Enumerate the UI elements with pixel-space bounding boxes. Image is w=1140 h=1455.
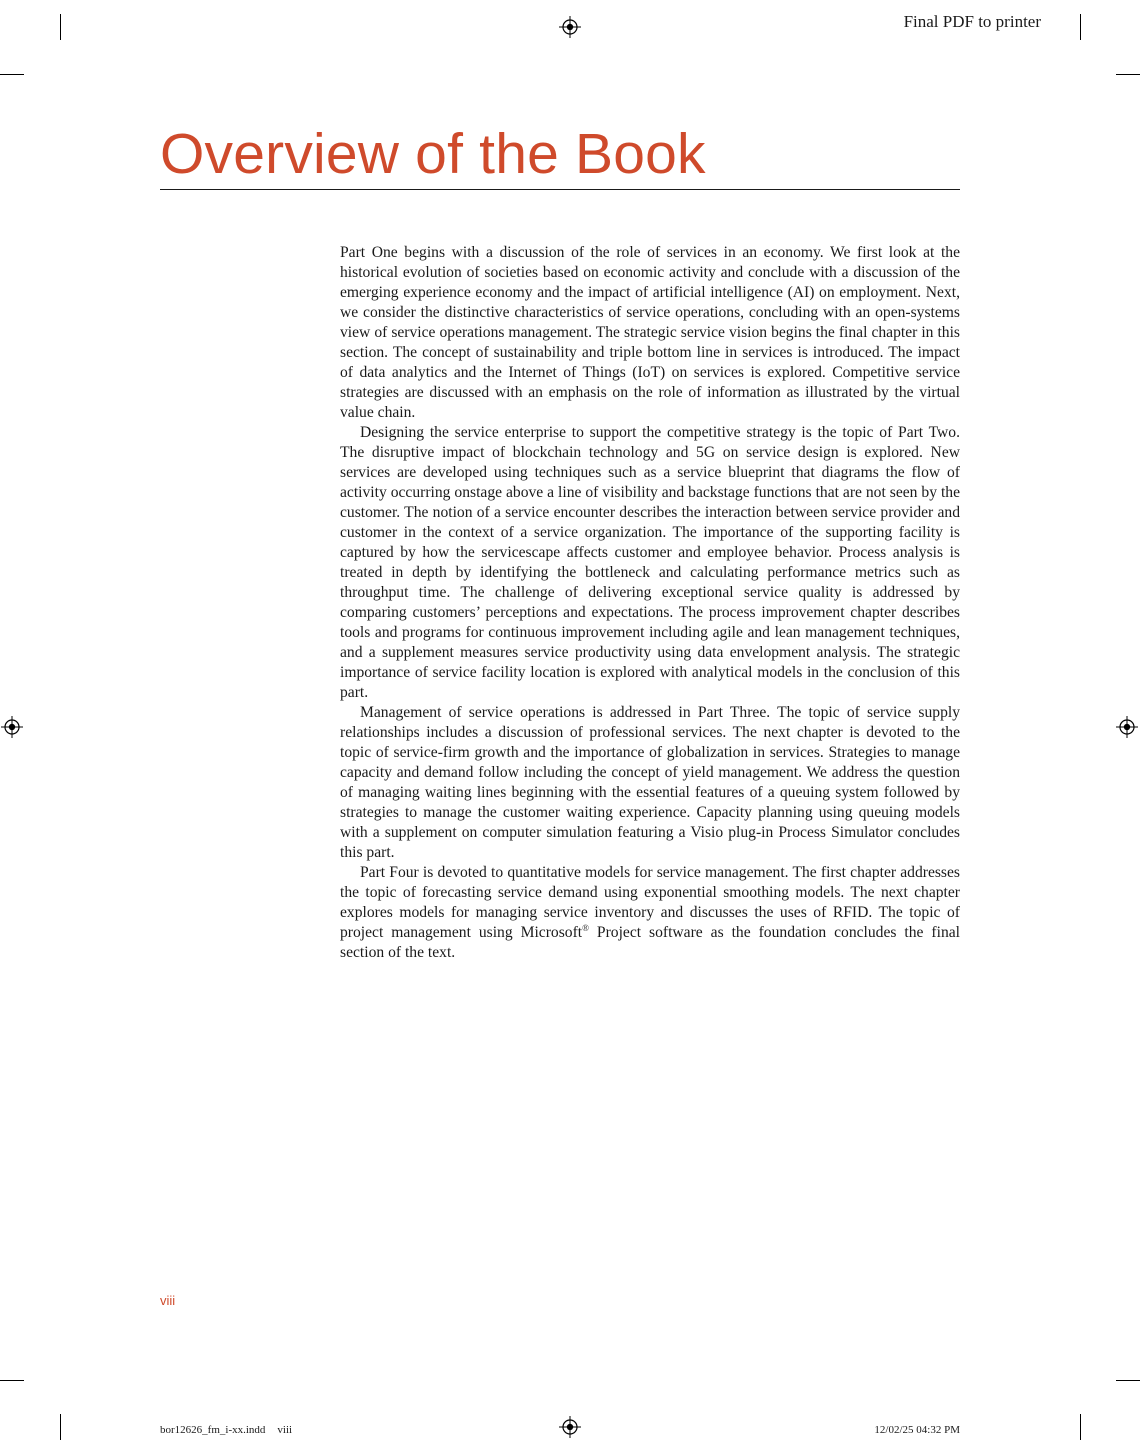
registration-target-icon: [1, 716, 23, 738]
crop-mark-top-left-horizontal: [0, 74, 24, 75]
crop-mark-top-left-vertical: [60, 14, 61, 40]
timestamp: 12/02/25 04:32 PM: [874, 1424, 960, 1436]
page-title: Overview of the Book: [160, 122, 706, 186]
crop-mark-bottom-right-vertical: [1080, 1414, 1081, 1440]
crop-mark-bottom-left-vertical: [60, 1414, 61, 1440]
paragraph-part-one: Part One begins with a discussion of the role of services in an economy. We first look at the historical evolution of societies based on economic activity and conclude with a discussion of the emerging experience economy and the impact of artificial intelligence (AI) on employment. Next, we consider the distinctive characteristics of service operations, concluding with an open-systems view of service operations management. The strategic service vision begins the final chapter in this section. The concept of sustainability and triple bottom line in services is introduced. The impact of data analytics and the Internet of Things (IoT) on services is explored. Competitive service strategies are discussed with an emphasis on the role of information as illustrated by the virtual value chain.: [340, 244, 960, 421]
file-page: viii: [277, 1424, 293, 1436]
crop-mark-top-right-horizontal: [1116, 74, 1140, 75]
paragraph-part-four-end: Project software as the foundation concludes the final section of the text.: [340, 924, 960, 961]
paragraph-part-two: Designing the service enterprise to support the competitive strategy is the topic of Part Two. The disruptive impact of blockchain technology and 5G on service design is explored. New services are developed using techniques such as a service blueprint that diagrams the flow of activity occurring onstage above a line of visibility and backstage functions that are not seen by the customer. The notion of a service encounter describes the interaction between service provider and customer in the context of a service organization. The importance of the supporting facility is captured by how the servicescape affects customer and employee behavior. Process analysis is treated in depth by identifying the bottleneck and calculating performance metrics such as throughput time. The challenge of delivering exceptional service quality is addressed by comparing customers’ perceptions and expectations. The process improvement chapter describes tools and programs for continuous improvement including agile and lean management techniques, and a supplement measures service productivity using data envelopment analysis. The strategic importance of service facility location is explored with analytical models in the conclusion of this part.: [340, 424, 960, 701]
registration-target-icon: [559, 16, 581, 38]
printer-slug: Final PDF to printer: [903, 12, 1041, 31]
page-number: viii: [160, 1293, 176, 1308]
title-rule: [160, 189, 960, 190]
file-slug: [160, 1424, 292, 1436]
registration-target-icon: [1116, 716, 1138, 738]
registered-mark: ®: [582, 923, 589, 933]
paragraph-part-three: Management of service operations is addressed in Part Three. The topic of service supply relationships includes a discussion of professional services. The next chapter is devoted to the topic of service-firm growth and the importance of globalization in services. Strategies to manage capacity and demand follow including the concept of yield management. We address the question of managing waiting lines beginning with the essential features of a queuing system followed by strategies to manage the customer waiting experience. Capacity planning using queuing models with a supplement on computer simulation featuring a Visio plug-in Process Simulator concludes this part.: [340, 704, 960, 861]
crop-mark-bottom-left-horizontal: [0, 1380, 24, 1381]
body-text: [340, 243, 960, 963]
paragraph-part-four: [340, 863, 960, 963]
crop-mark-bottom-right-horizontal: [1116, 1380, 1140, 1381]
crop-mark-top-right-vertical: [1080, 14, 1081, 40]
registration-target-icon: [559, 1416, 581, 1438]
file-name: bor12626_fm_i-xx.indd: [160, 1424, 266, 1436]
paragraph-part-four-start: Part Four is devoted to quantitative models for service management. The first chapter addresses the topic of forecasting service demand using exponential smoothing models. The next chapter explores models for managing service inventory and discusses the uses of RFID. The topic of project management using Microsoft: [340, 864, 960, 941]
